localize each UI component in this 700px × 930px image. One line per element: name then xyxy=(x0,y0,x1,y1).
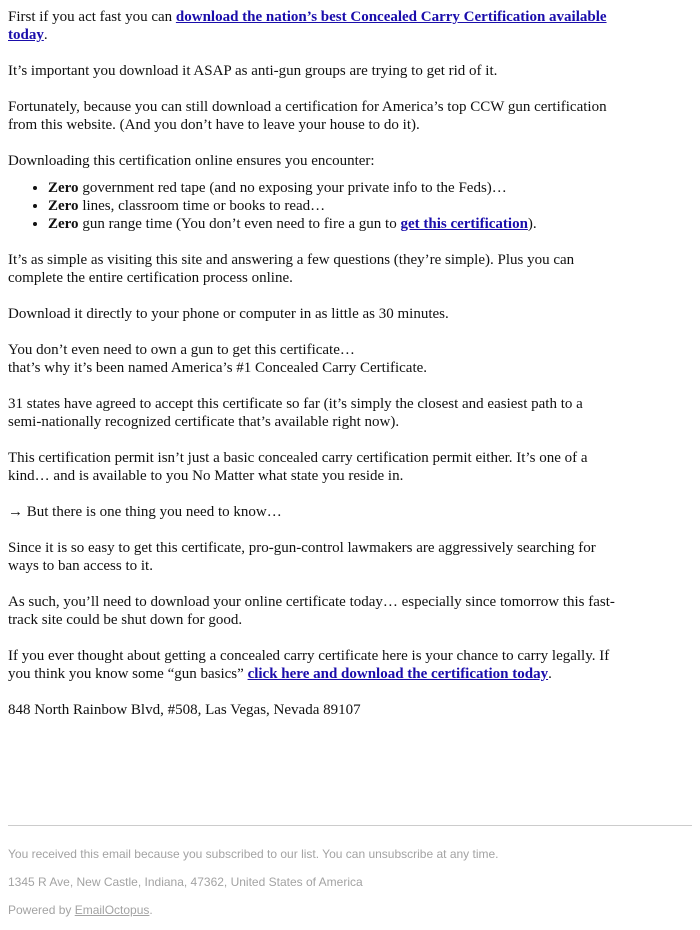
bullet-text: gun range time (You don’t even need to fire a gun to xyxy=(78,216,401,232)
bullet-text-end: ). xyxy=(527,216,537,232)
powered-by-suffix: . xyxy=(149,903,153,917)
one-thing-paragraph: → But there is one thing you need to know… xyxy=(8,504,282,520)
list-item xyxy=(48,179,618,197)
bullet-text: lines, classroom time or books to read… xyxy=(78,198,326,214)
simple-paragraph: It’s as simple as visiting this site and answering a few questions (they’re simple). Plus you can complete the entire certification process online. xyxy=(8,252,575,286)
bullet-bold: Zero xyxy=(48,198,79,214)
bullet-bold: Zero xyxy=(48,180,79,196)
states-paragraph: 31 states have agreed to accept this certificate so far (it’s simply the closest and easiest path to a semi-nationally recognized certificate that’s available right now). xyxy=(8,396,583,430)
list-item xyxy=(48,197,618,215)
email-footer xyxy=(8,825,692,917)
click-here-download-link[interactable]: click here and download the certification today xyxy=(247,666,549,682)
no-gun-paragraph xyxy=(8,341,618,377)
cta-text-end: . xyxy=(548,666,552,682)
website-paragraph: Fortunately, because you can still download a certification for America’s top CCW gun certification from this website. (And you don’t have to leave your house to do it). xyxy=(8,99,607,133)
footer-address: 1345 R Ave, New Castle, Indiana, 47362, United States of America xyxy=(8,875,363,889)
intro-paragraph xyxy=(8,8,618,44)
call-to-action-paragraph xyxy=(8,647,618,683)
intro-text-end: . xyxy=(43,27,48,43)
benefits-intro: Downloading this certification online ensures you encounter: xyxy=(8,153,375,169)
today-paragraph: As such, you’ll need to download your online certificate today… especially since tomorrow this fast-track site could be shut down for good. xyxy=(8,594,615,628)
bullet-text: government red tape (and no exposing your private info to the Feds)… xyxy=(78,180,507,196)
list-item xyxy=(48,215,618,233)
no-gun-line-1: You don’t even need to own a gun to get this certificate… xyxy=(8,342,355,358)
get-certification-link[interactable]: get this certification xyxy=(400,216,528,232)
powered-by xyxy=(8,903,692,917)
no-gun-line-2: that’s why it’s been named America’s #1 Concealed Carry Certificate. xyxy=(8,360,428,376)
email-body xyxy=(8,8,618,737)
one-of-a-kind-paragraph: This certification permit isn’t just a basic concealed carry certification permit either. It’s one of a kind… and is available to you No Matter what state you reside in. xyxy=(8,450,588,484)
download-time-paragraph: Download it directly to your phone or computer in as little as 30 minutes. xyxy=(8,306,449,322)
benefits-list xyxy=(8,179,618,233)
lawmakers-paragraph: Since it is so easy to get this certificate, pro-gun-control lawmakers are aggressively searching for ways to ban access to it. xyxy=(8,540,596,574)
urgency-paragraph: It’s important you download it ASAP as anti-gun groups are trying to get rid of it. xyxy=(8,63,498,79)
download-certification-link[interactable]: download the nation’s best Concealed Carry Certification available today xyxy=(8,9,607,43)
emailoctopus-link[interactable]: EmailOctopus xyxy=(74,903,150,917)
bullet-bold: Zero xyxy=(48,216,79,232)
intro-text: First if you act fast you can xyxy=(8,9,176,25)
subscription-notice: You received this email because you subscribed to our list. You can unsubscribe at any time. xyxy=(8,847,499,861)
powered-by-prefix: Powered by xyxy=(8,903,75,917)
cta-text: If you ever thought about getting a concealed carry certificate here is your chance to carry legally. If you think you know some “gun basics” xyxy=(8,648,610,682)
sender-address: 848 North Rainbow Blvd, #508, Las Vegas, Nevada 89107 xyxy=(8,702,361,718)
